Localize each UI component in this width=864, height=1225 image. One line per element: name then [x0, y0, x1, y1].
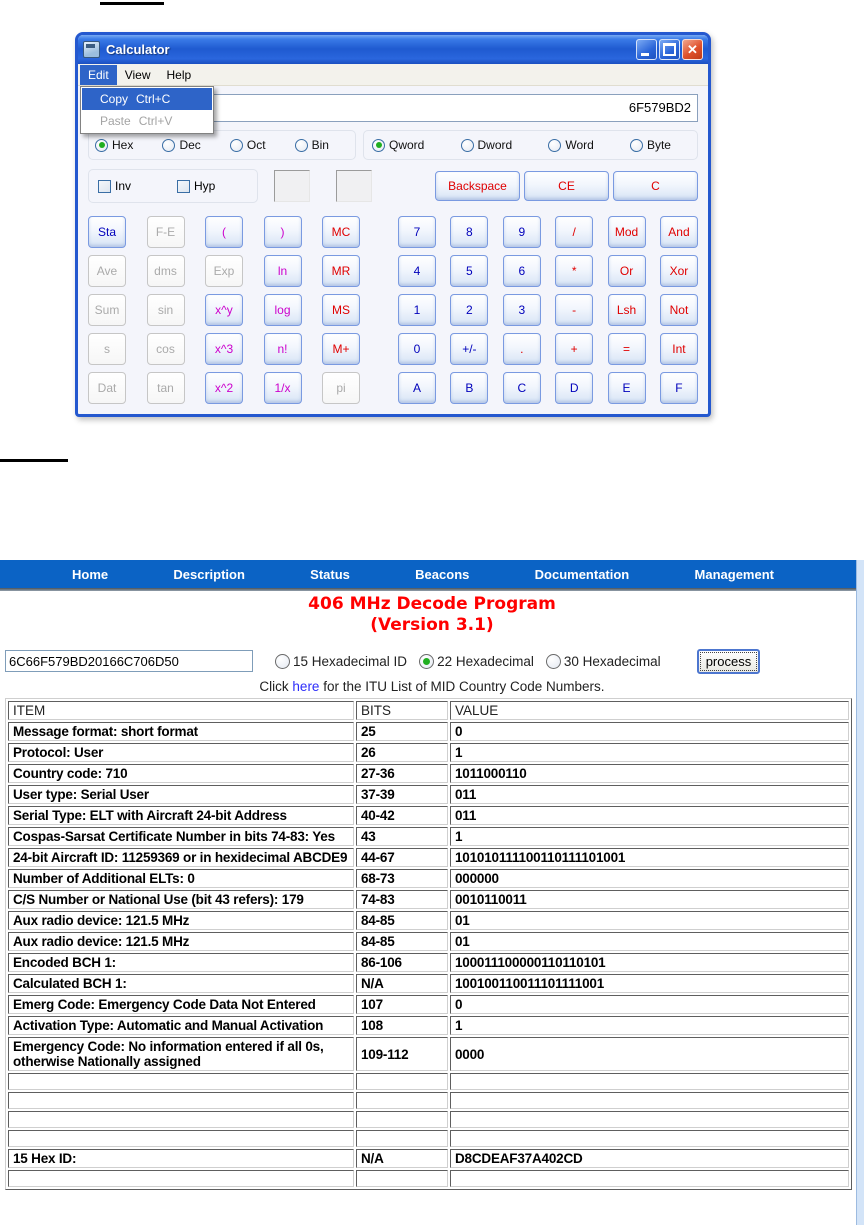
table-row: [8, 1092, 849, 1109]
bits-cell: 107: [356, 995, 448, 1014]
item-cell: Cospas-Sarsat Certificate Number in bits 74-83: Yes: [8, 827, 354, 846]
menu-item-shortcut: Ctrl+V: [138, 114, 173, 128]
decode-program-page: [0, 560, 864, 1225]
bits-cell: 74-83: [356, 890, 448, 909]
minimize-button[interactable]: [636, 39, 657, 60]
radio-label: 30 Hexadecimal: [563, 653, 661, 669]
modifier-row: [88, 168, 698, 204]
value-cell: 011: [450, 785, 849, 804]
window-controls: [636, 39, 703, 60]
process-button[interactable]: [697, 649, 761, 674]
header-value: VALUE: [450, 701, 849, 720]
bits-cell: [356, 1092, 448, 1109]
table-row: [8, 1037, 849, 1071]
calc-button[interactable]: (: [205, 216, 243, 248]
modifier-group: [88, 169, 258, 203]
item-cell: Emergency Code: No information entered if all 0s, otherwise Nationally assigned: [8, 1037, 354, 1071]
calc-button[interactable]: CE: [524, 171, 609, 201]
calc-button[interactable]: 5: [450, 255, 488, 287]
number-base-group: [88, 130, 356, 160]
value-cell: 100011100000110110101: [450, 953, 849, 972]
radio-icon: [461, 139, 474, 152]
calc-button[interactable]: .: [503, 333, 541, 365]
value-cell: [450, 1130, 849, 1147]
table-row: [8, 722, 849, 741]
item-cell: [8, 1092, 354, 1109]
value-cell: [450, 1111, 849, 1128]
keypad: [88, 216, 698, 404]
page-title: [0, 594, 864, 636]
calc-button[interactable]: =: [608, 333, 646, 365]
base-radio-option[interactable]: [95, 138, 133, 152]
value-cell: 0: [450, 995, 849, 1014]
calc-button[interactable]: x^2: [205, 372, 243, 404]
item-cell: 24-bit Aircraft ID: 11259369 or in hexidecimal ABCDE9: [8, 848, 354, 867]
calc-button[interactable]: B: [450, 372, 488, 404]
bits-cell: 86-106: [356, 953, 448, 972]
table-row: [8, 932, 849, 951]
calc-button[interactable]: 7: [398, 216, 436, 248]
radio-icon: [95, 139, 108, 152]
nav-item[interactable]: Status: [310, 566, 350, 582]
calc-button[interactable]: ): [264, 216, 302, 248]
checkbox-label: Inv: [115, 179, 132, 193]
browser-window-edge: [856, 560, 864, 1225]
radio-icon: [372, 139, 385, 152]
table-row: [8, 869, 849, 888]
base-radio-option[interactable]: [162, 138, 200, 152]
nav-item[interactable]: Management: [694, 566, 774, 582]
calc-button[interactable]: s: [88, 333, 126, 365]
menu-item-shortcut: Ctrl+C: [136, 92, 171, 106]
calc-button[interactable]: log: [264, 294, 302, 326]
calc-button[interactable]: F: [660, 372, 698, 404]
checkbox-option[interactable]: [98, 179, 131, 193]
value-cell: 0000: [450, 1037, 849, 1071]
bits-cell: 26: [356, 743, 448, 762]
menu-item[interactable]: View: [124, 67, 151, 82]
item-cell: Serial Type: ELT with Aircraft 24-bit Address: [8, 806, 354, 825]
table-row: [8, 1111, 849, 1128]
value-cell: 0010110011: [450, 890, 849, 909]
calc-button[interactable]: 2: [450, 294, 488, 326]
radio-icon: [546, 654, 561, 669]
value-cell: 0: [450, 722, 849, 741]
calc-button[interactable]: M+: [322, 333, 360, 365]
checkbox-icon: [98, 180, 111, 193]
calc-button[interactable]: cos: [147, 333, 185, 365]
calc-button[interactable]: Dat: [88, 372, 126, 404]
radio-row: [88, 130, 698, 160]
edit-menu-item[interactable]: [82, 88, 212, 110]
table-row: [8, 827, 849, 846]
radio-icon: [162, 139, 175, 152]
itu-line-suffix: for the ITU List of MID Country Code Numbers.: [319, 679, 605, 694]
format-radio-option[interactable]: [546, 654, 661, 669]
calculator-menubar: [78, 64, 708, 86]
table-row: [8, 806, 849, 825]
checkbox-label: Hyp: [194, 179, 216, 193]
calculator-icon: [83, 41, 100, 58]
calc-button[interactable]: Backspace: [435, 171, 520, 201]
value-cell: 01: [450, 932, 849, 951]
table-row: [8, 890, 849, 909]
calc-button[interactable]: *: [555, 255, 593, 287]
item-cell: [8, 1111, 354, 1128]
bits-cell: 84-85: [356, 911, 448, 930]
value-cell: [450, 1092, 849, 1109]
bits-cell: 37-39: [356, 785, 448, 804]
table-row: [8, 1073, 849, 1090]
close-button[interactable]: ✕: [682, 39, 703, 60]
item-cell: [8, 1073, 354, 1090]
radio-icon: [230, 139, 243, 152]
table-row: [8, 743, 849, 762]
calc-button[interactable]: dms: [147, 255, 185, 287]
word-radio-option[interactable]: [630, 138, 671, 152]
radio-label: Qword: [389, 138, 425, 152]
bits-cell: 27-36: [356, 764, 448, 783]
calc-button[interactable]: Xor: [660, 255, 698, 287]
radio-label: Hex: [112, 138, 134, 152]
item-cell: Number of Additional ELTs: 0: [8, 869, 354, 888]
calc-button[interactable]: Mod: [608, 216, 646, 248]
radio-label: Bin: [311, 138, 329, 152]
base-radio-option[interactable]: [230, 138, 266, 152]
value-cell: [450, 1170, 849, 1187]
table-header-row: [8, 701, 849, 720]
calc-button[interactable]: /: [555, 216, 593, 248]
radio-icon: [630, 139, 643, 152]
edit-menu-item[interactable]: [82, 110, 212, 132]
navbar: [0, 560, 856, 588]
calc-button[interactable]: 3: [503, 294, 541, 326]
word-size-group: [363, 130, 698, 160]
format-radio-option[interactable]: [275, 654, 407, 669]
calc-button[interactable]: MS: [322, 294, 360, 326]
item-cell: C/S Number or National Use (bit 43 refers): 179: [8, 890, 354, 909]
table-row: [8, 1130, 849, 1147]
nav-item[interactable]: Description: [173, 566, 245, 582]
item-cell: Aux radio device: 121.5 MHz: [8, 932, 354, 951]
parenthesis-indicator: [274, 170, 310, 202]
item-cell: Encoded BCH 1:: [8, 953, 354, 972]
nav-item[interactable]: Home: [72, 566, 109, 582]
radio-label: Oct: [246, 138, 266, 152]
calc-button[interactable]: n!: [264, 333, 302, 365]
calc-button[interactable]: 1/x: [264, 372, 302, 404]
calc-button[interactable]: Sta: [88, 216, 126, 248]
heading-underline-top: [100, 2, 164, 5]
radio-label: Word: [565, 138, 594, 152]
item-cell: 15 Hex ID:: [8, 1149, 354, 1168]
calculator-titlebar[interactable]: [78, 35, 708, 64]
navbar-divider: [0, 588, 856, 591]
decode-table: [5, 698, 852, 1190]
page-title-line1: 406 MHz Decode Program: [308, 594, 556, 614]
radio-label: Dec: [179, 138, 201, 152]
calculator-display: 6F579BD2: [88, 94, 698, 122]
calc-button[interactable]: MC: [322, 216, 360, 248]
value-cell: 1: [450, 1016, 849, 1035]
item-cell: [8, 1170, 354, 1187]
item-cell: Calculated BCH 1:: [8, 974, 354, 993]
calc-button[interactable]: F-E: [147, 216, 185, 248]
value-cell: 1: [450, 827, 849, 846]
process-button-label: process: [700, 652, 758, 671]
calc-button[interactable]: 0: [398, 333, 436, 365]
calc-button[interactable]: 6: [503, 255, 541, 287]
edit-menu-dropdown: [80, 86, 214, 134]
bits-cell: [356, 1073, 448, 1090]
nav-item[interactable]: Documentation: [534, 566, 630, 582]
calc-button[interactable]: 1: [398, 294, 436, 326]
value-cell: 101010111100110111101001: [450, 848, 849, 867]
table-row: [8, 995, 849, 1014]
word-radio-option[interactable]: [461, 138, 513, 152]
radio-icon: [295, 139, 308, 152]
calc-button[interactable]: 4: [398, 255, 436, 287]
calc-button[interactable]: Exp: [205, 255, 243, 287]
table-row: [8, 764, 849, 783]
calc-button[interactable]: Lsh: [608, 294, 646, 326]
calc-button[interactable]: 8: [450, 216, 488, 248]
item-cell: Activation Type: Automatic and Manual Activation: [8, 1016, 354, 1035]
bits-cell: 109-112: [356, 1037, 448, 1071]
calc-button[interactable]: x^3: [205, 333, 243, 365]
calculator-window: [75, 32, 711, 417]
bits-cell: N/A: [356, 974, 448, 993]
menu-item[interactable]: Edit: [80, 65, 117, 85]
calc-button[interactable]: MR: [322, 255, 360, 287]
value-cell: 1011000110: [450, 764, 849, 783]
calc-button[interactable]: ln: [264, 255, 302, 287]
radio-label: 22 Hexadecimal: [437, 653, 534, 669]
value-cell: D8CDEAF37A402CD: [450, 1149, 849, 1168]
radio-icon: [419, 654, 434, 669]
item-cell: [8, 1130, 354, 1147]
function-keypad: [88, 216, 360, 404]
bits-cell: 108: [356, 1016, 448, 1035]
checkbox-icon: [177, 180, 190, 193]
radio-label: Byte: [646, 138, 671, 152]
value-cell: 000000: [450, 869, 849, 888]
bits-cell: 43: [356, 827, 448, 846]
calc-button[interactable]: +/-: [450, 333, 488, 365]
decode-controls: [0, 648, 864, 674]
table-row: [8, 953, 849, 972]
item-cell: User type: Serial User: [8, 785, 354, 804]
item-cell: Country code: 710: [8, 764, 354, 783]
calc-button[interactable]: x^y: [205, 294, 243, 326]
item-cell: Emerg Code: Emergency Code Data Not Entered: [8, 995, 354, 1014]
header-item: ITEM: [8, 701, 354, 720]
table-row: [8, 1170, 849, 1187]
itu-link[interactable]: here: [292, 679, 320, 694]
word-radio-option[interactable]: [372, 138, 424, 152]
value-cell: 100100110011101111001: [450, 974, 849, 993]
table-row: [8, 1016, 849, 1035]
checkbox-option[interactable]: [177, 179, 215, 193]
bits-cell: 84-85: [356, 932, 448, 951]
calc-button[interactable]: tan: [147, 372, 185, 404]
bits-cell: N/A: [356, 1149, 448, 1168]
bits-cell: [356, 1170, 448, 1187]
calc-button[interactable]: D: [555, 372, 593, 404]
calc-button[interactable]: Not: [660, 294, 698, 326]
table-row: [8, 785, 849, 804]
heading-underline-mid: [0, 459, 68, 462]
calc-button[interactable]: E: [608, 372, 646, 404]
maximize-button[interactable]: [659, 39, 680, 60]
calc-button[interactable]: C: [503, 372, 541, 404]
format-radio-group: [275, 654, 661, 669]
menu-item[interactable]: Help: [166, 67, 192, 82]
radio-label: 15 Hexadecimal ID: [293, 653, 408, 669]
nav-item[interactable]: Beacons: [415, 566, 470, 582]
calc-button[interactable]: pi: [322, 372, 360, 404]
calc-button[interactable]: -: [555, 294, 593, 326]
calc-button[interactable]: Int: [660, 333, 698, 365]
itu-line-prefix: Click: [259, 679, 293, 694]
hex-id-input[interactable]: [5, 650, 253, 672]
value-cell: 011: [450, 806, 849, 825]
item-cell: Protocol: User: [8, 743, 354, 762]
calc-button[interactable]: Sum: [88, 294, 126, 326]
calc-button[interactable]: A: [398, 372, 436, 404]
word-radio-option[interactable]: [548, 138, 593, 152]
menu-item-label: Paste: [100, 114, 131, 128]
bits-cell: 44-67: [356, 848, 448, 867]
clear-buttons: [435, 171, 698, 201]
calc-button[interactable]: And: [660, 216, 698, 248]
value-cell: 1: [450, 743, 849, 762]
bits-cell: 40-42: [356, 806, 448, 825]
calc-button[interactable]: 9: [503, 216, 541, 248]
calc-button[interactable]: +: [555, 333, 593, 365]
table-row: [8, 911, 849, 930]
radio-label: Dword: [477, 138, 513, 152]
window-title: Calculator: [106, 42, 170, 57]
radio-icon: [275, 654, 290, 669]
bits-cell: 25: [356, 722, 448, 741]
table-row: [8, 848, 849, 867]
item-cell: Aux radio device: 121.5 MHz: [8, 911, 354, 930]
value-cell: [450, 1073, 849, 1090]
itu-line: [0, 679, 864, 694]
header-bits: BITS: [356, 701, 448, 720]
calc-button[interactable]: Or: [608, 255, 646, 287]
bits-cell: 68-73: [356, 869, 448, 888]
calc-button[interactable]: C: [613, 171, 698, 201]
bits-cell: [356, 1130, 448, 1147]
table-row: [8, 974, 849, 993]
calc-button[interactable]: sin: [147, 294, 185, 326]
calculator-body: [78, 86, 708, 414]
item-cell: Message format: short format: [8, 722, 354, 741]
base-radio-option[interactable]: [295, 138, 329, 152]
numeric-keypad: [398, 216, 698, 404]
calc-button[interactable]: Ave: [88, 255, 126, 287]
format-radio-option[interactable]: [419, 654, 534, 669]
table-row: [8, 1149, 849, 1168]
value-cell: 01: [450, 911, 849, 930]
radio-icon: [548, 139, 561, 152]
menu-item-label: Copy: [100, 92, 129, 106]
bits-cell: [356, 1111, 448, 1128]
page-title-line2: (Version 3.1): [370, 615, 494, 635]
memory-indicator: [336, 170, 372, 202]
